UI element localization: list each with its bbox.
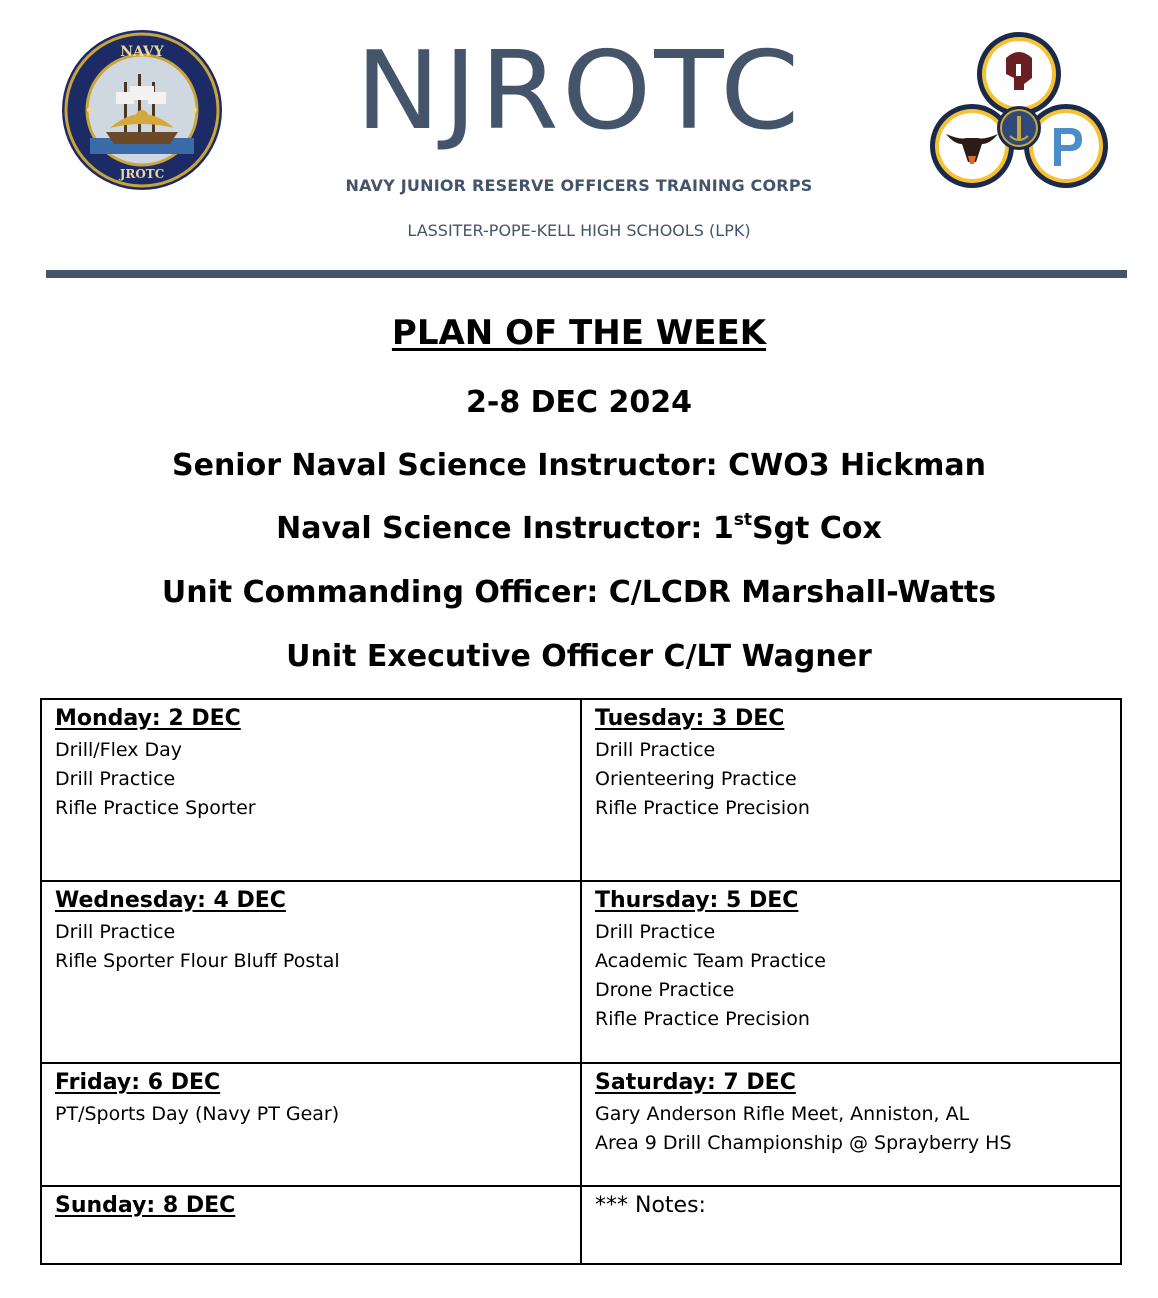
day-item: Drill Practice	[595, 739, 716, 761]
day-label: Sunday: 8 DEC	[55, 1193, 236, 1218]
day-label: Monday: 2 DEC	[55, 706, 241, 731]
day-item: PT/Sports Day (Navy PT Gear)	[55, 1103, 340, 1125]
weekly-schedule-table	[40, 698, 1122, 1265]
instructor-superscript: st	[733, 510, 752, 530]
executive-officer: Unit Executive Officer C/LT Wagner	[286, 639, 872, 674]
schedule-row	[41, 1186, 1121, 1264]
day-cell-friday	[41, 1063, 581, 1186]
school-names: LASSITER-POPE-KELL HIGH SCHOOLS (LPK)	[407, 221, 751, 240]
day-item: Rifle Practice Precision	[595, 797, 810, 819]
day-item: Orienteering Practice	[595, 768, 797, 790]
plan-date-range: 2-8 DEC 2024	[466, 385, 692, 420]
naval-science-instructor	[0, 510, 1158, 546]
day-label: Friday: 6 DEC	[55, 1070, 221, 1095]
seal-text-top: NAVY	[120, 44, 164, 60]
seal-text-bottom: JROTC	[119, 167, 165, 181]
commanding-officer: Unit Commanding Officer: C/LCDR Marshall-Watts	[161, 575, 997, 610]
schedule-row	[41, 1063, 1121, 1186]
day-cell-wednesday	[41, 881, 581, 1063]
day-item: Rifle Sporter Flour Bluff Postal	[55, 950, 340, 972]
day-item: Gary Anderson Rifle Meet, Anniston, AL	[595, 1103, 970, 1125]
day-item: Academic Team Practice	[595, 950, 826, 972]
day-cell-sunday	[41, 1186, 581, 1264]
day-item: Drill Practice	[55, 921, 176, 943]
schedule-row	[41, 699, 1121, 881]
brand-subtitle: NAVY JUNIOR RESERVE OFFICERS TRAINING CORPS	[345, 176, 813, 195]
day-item: Drill/Flex Day	[55, 739, 183, 761]
instructor-suffix: Sgt Cox	[751, 511, 882, 546]
day-item: Rifle Practice Sporter	[55, 797, 256, 819]
instructor-prefix: Naval Science Instructor: 1	[276, 511, 734, 546]
brand-title: NJROTC	[355, 29, 803, 154]
plan-title: PLAN OF THE WEEK	[391, 313, 767, 353]
day-item: Area 9 Drill Championship @ Sprayberry HS	[595, 1132, 1012, 1154]
day-cell-tuesday	[581, 699, 1121, 881]
day-label: Thursday: 5 DEC	[595, 888, 799, 913]
day-item: Drone Practice	[595, 979, 735, 1001]
day-label: Saturday: 7 DEC	[595, 1070, 796, 1095]
senior-instructor: Senior Naval Science Instructor: CWO3 Hickman	[171, 448, 987, 483]
day-item: Drill Practice	[55, 768, 176, 790]
day-cell-saturday	[581, 1063, 1121, 1186]
header-divider	[46, 270, 1127, 278]
day-label: Tuesday: 3 DEC	[595, 706, 785, 731]
notes-cell	[581, 1186, 1121, 1264]
day-item: Rifle Practice Precision	[595, 1008, 810, 1030]
day-cell-monday	[41, 699, 581, 881]
schedule-row	[41, 881, 1121, 1063]
notes-label: *** Notes:	[595, 1193, 706, 1218]
day-item: Drill Practice	[595, 921, 716, 943]
day-cell-thursday	[581, 881, 1121, 1063]
day-label: Wednesday: 4 DEC	[55, 888, 286, 913]
